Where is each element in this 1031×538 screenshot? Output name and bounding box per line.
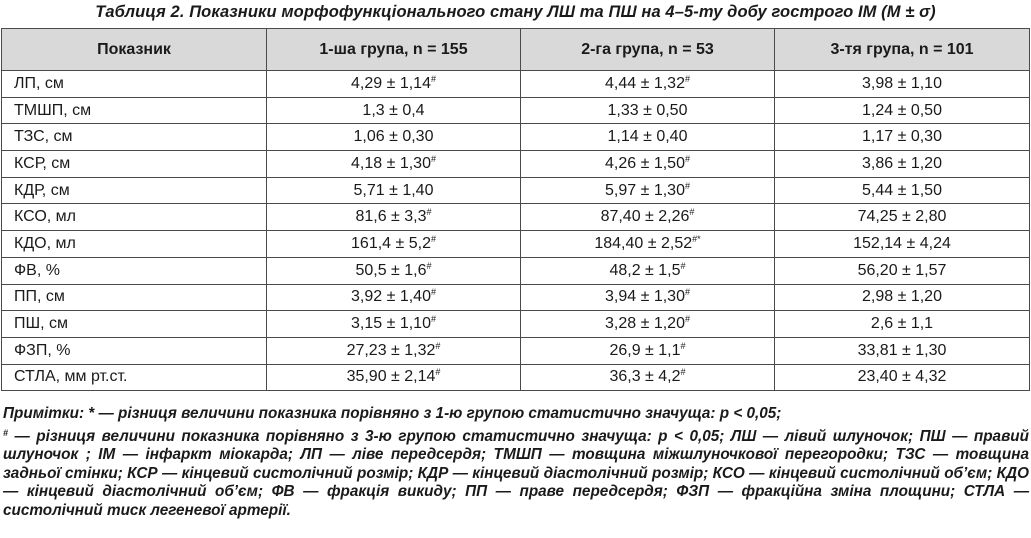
cell-value: 4,26 ± 1,50 — [605, 154, 685, 172]
cell-value: 1,33 ± 0,50 — [607, 101, 688, 119]
cell-group-3 — [775, 364, 1030, 391]
cell-value: 3,98 ± 1,10 — [862, 74, 942, 92]
row-indicator-name: КСО, мл — [2, 204, 267, 231]
data-table — [1, 28, 1030, 391]
table-row — [2, 311, 1030, 338]
cell-value: 1,06 ± 0,30 — [353, 128, 434, 146]
header-group-2: 2-га група, n = 53 — [521, 29, 775, 71]
cell-value: 161,4 ± 5,2 — [351, 234, 431, 252]
table-row — [2, 124, 1030, 151]
significance-mark: # — [430, 233, 436, 244]
cell-group-3 — [775, 204, 1030, 231]
significance-mark: # — [430, 314, 436, 325]
cell-value: 152,14 ± 4,24 — [853, 234, 951, 252]
significance-mark: # — [430, 73, 436, 84]
cell-value: 50,5 ± 1,6 — [355, 261, 427, 279]
cell-group-2 — [521, 204, 775, 231]
table-row — [2, 71, 1030, 98]
row-indicator-name: КДР, см — [2, 177, 267, 204]
cell-group-2 — [521, 311, 775, 338]
row-indicator-name: ТМШП, см — [2, 97, 267, 124]
cell-value: 1,3 ± 0,4 — [362, 101, 425, 119]
cell-group-1 — [267, 231, 521, 258]
cell-group-3 — [775, 124, 1030, 151]
header-group-3: 3-тя група, n = 101 — [775, 29, 1030, 71]
cell-value: 3,28 ± 1,20 — [605, 315, 685, 333]
significance-mark: # — [684, 180, 690, 191]
cell-value: 1,14 ± 0,40 — [607, 128, 688, 146]
cell-group-1 — [267, 177, 521, 204]
significance-mark: # — [680, 260, 686, 271]
cell-value: 26,9 ± 1,1 — [609, 341, 681, 359]
cell-group-2 — [521, 71, 775, 98]
cell-value: 48,2 ± 1,5 — [609, 261, 681, 279]
row-indicator-name: ЛП, см — [2, 71, 267, 98]
row-indicator-name: ФВ, % — [2, 257, 267, 284]
table-row — [2, 364, 1030, 391]
cell-value: 87,40 ± 2,26 — [600, 208, 690, 226]
significance-mark: # — [435, 367, 441, 378]
table-row — [2, 257, 1030, 284]
cell-group-3 — [775, 337, 1030, 364]
cell-value: 3,92 ± 1,40 — [351, 288, 431, 306]
significance-mark: #* — [692, 233, 701, 244]
cell-value: 4,44 ± 1,32 — [605, 74, 685, 92]
cell-group-3 — [775, 284, 1030, 311]
cell-value: 184,40 ± 2,52 — [594, 234, 693, 252]
cell-group-2 — [521, 257, 775, 284]
table-row — [2, 204, 1030, 231]
cell-group-2 — [521, 231, 775, 258]
cell-group-2 — [521, 364, 775, 391]
table-row — [2, 151, 1030, 178]
table-row — [2, 231, 1030, 258]
cell-value: 35,90 ± 2,14 — [346, 368, 436, 386]
cell-value: 2,6 ± 1,1 — [870, 315, 934, 333]
cell-group-1 — [267, 337, 521, 364]
cell-value: 4,29 ± 1,14 — [351, 74, 431, 92]
cell-group-2 — [521, 151, 775, 178]
significance-mark: # — [430, 287, 436, 298]
cell-value: 3,86 ± 1,20 — [862, 154, 942, 172]
header-indicator: Показник — [2, 29, 267, 71]
significance-mark: # — [430, 153, 436, 164]
significance-mark: # — [684, 73, 690, 84]
row-indicator-name: ПП, см — [2, 284, 267, 311]
cell-group-1 — [267, 204, 521, 231]
cell-value: 5,44 ± 1,50 — [862, 181, 942, 199]
cell-group-1 — [267, 71, 521, 98]
cell-group-3 — [775, 71, 1030, 98]
significance-mark: # — [684, 314, 690, 325]
header-group-1: 1-ша група, n = 155 — [267, 29, 521, 71]
cell-value: 5,97 ± 1,30 — [605, 181, 685, 199]
cell-value: 74,25 ± 2,80 — [857, 208, 947, 226]
significance-mark: # — [684, 153, 690, 164]
cell-value: 56,20 ± 1,57 — [857, 261, 947, 279]
cell-value: 27,23 ± 1,32 — [346, 341, 436, 359]
cell-group-3 — [775, 311, 1030, 338]
table-row — [2, 97, 1030, 124]
cell-group-2 — [521, 284, 775, 311]
row-indicator-name: КСР, см — [2, 151, 267, 178]
cell-group-1 — [267, 284, 521, 311]
cell-group-2 — [521, 124, 775, 151]
row-indicator-name: ТЗС, см — [2, 124, 267, 151]
table-header-row — [2, 29, 1030, 71]
cell-group-1 — [267, 151, 521, 178]
row-indicator-name: КДО, мл — [2, 231, 267, 258]
cell-group-1 — [267, 364, 521, 391]
cell-group-1 — [267, 257, 521, 284]
cell-group-2 — [521, 177, 775, 204]
cell-value: 1,17 ± 0,30 — [862, 128, 942, 146]
cell-value: 1,24 ± 0,50 — [862, 101, 942, 119]
cell-group-1 — [267, 311, 521, 338]
cell-group-1 — [267, 124, 521, 151]
cell-value: 2,98 ± 1,20 — [862, 288, 942, 306]
table-row — [2, 284, 1030, 311]
notes-hash-mark: # — [3, 427, 9, 438]
significance-mark: # — [435, 340, 441, 351]
cell-value: 3,15 ± 1,10 — [351, 315, 431, 333]
cell-group-3 — [775, 97, 1030, 124]
cell-group-2 — [521, 97, 775, 124]
cell-value: 3,94 ± 1,30 — [605, 288, 685, 306]
cell-group-2 — [521, 337, 775, 364]
cell-value: 23,40 ± 4,32 — [857, 368, 947, 386]
cell-group-3 — [775, 257, 1030, 284]
table-row — [2, 337, 1030, 364]
row-indicator-name: ПШ, см — [2, 311, 267, 338]
table-notes — [3, 405, 1029, 521]
significance-mark: # — [426, 260, 432, 271]
cell-group-3 — [775, 151, 1030, 178]
notes-part-2: — різниця величини показника порівняно з 3-ю групою статистично значуща: р < 0,05; ЛШ — лівий шлуночок; ПШ — правий шлуночок ; ІМ — інфаркт міокарда; ЛП — ліве передсердя; ТМШП — товщина міжшлуночкової перегородки; ТЗС — товщина задньої стінки; КСР — кінцевий систолічний розмір; КДР — кінцевий діастолічний розмір; КСО — кінцевий систолічний об’єм; КДО — кінцевий діастолічний об’єм; ФВ — фракція викиду; ПП — праве передсердя; ФЗП — фракційна зміна площини; СТЛА — систолічний тиск легеневої артерії. — [3, 427, 1029, 519]
cell-group-1 — [267, 97, 521, 124]
cell-value: 33,81 ± 1,30 — [857, 341, 947, 359]
significance-mark: # — [680, 367, 686, 378]
notes-part-1: Примітки: * — різниця величини показника порівняно з 1-ю групою статистично значуща: р < 0,05; — [3, 405, 782, 422]
significance-mark: # — [426, 207, 432, 218]
row-indicator-name: СТЛА, мм рт.ст. — [2, 364, 267, 391]
cell-group-3 — [775, 177, 1030, 204]
table-row — [2, 177, 1030, 204]
significance-mark: # — [680, 340, 686, 351]
cell-value: 36,3 ± 4,2 — [609, 368, 681, 386]
row-indicator-name: ФЗП, % — [2, 337, 267, 364]
significance-mark: # — [684, 287, 690, 298]
table-title: Таблиця 2. Показники морфофункціонального стану ЛШ та ПШ на 4–5-ту добу гострого ІМ (М ± σ) — [95, 3, 936, 21]
cell-value: 81,6 ± 3,3 — [355, 208, 427, 226]
significance-mark: # — [689, 207, 695, 218]
cell-group-3 — [775, 231, 1030, 258]
cell-value: 4,18 ± 1,30 — [351, 154, 431, 172]
cell-value: 5,71 ± 1,40 — [353, 181, 434, 199]
